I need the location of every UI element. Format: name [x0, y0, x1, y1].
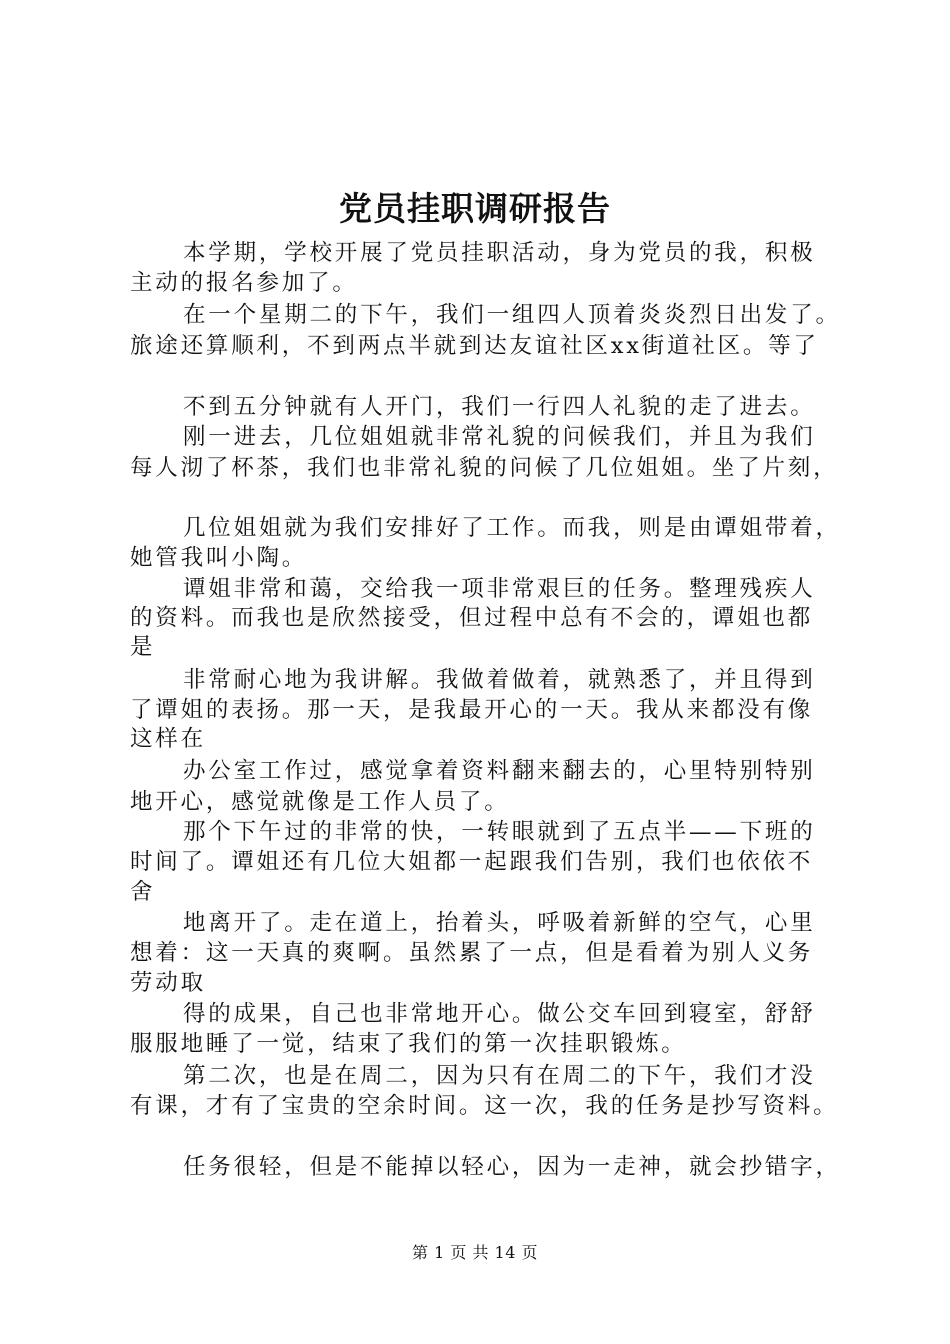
text-line: 每人沏了杯茶，我们也非常礼貌的问候了几位姐姐。坐了片刻， — [130, 455, 839, 481]
text-line: 她管我叫小陶。 — [130, 545, 308, 571]
text-line: 劳动取 — [130, 970, 206, 996]
text-line: 得的成果，自己也非常地开心。做公交车回到寝室，舒舒 — [183, 1001, 816, 1027]
text-line: 几位姐姐就为我们安排好了工作。而我，则是由谭姐带着， — [183, 515, 841, 541]
text-line: 不到五分钟就有人开门，我们一行四人礼貌的走了进去。 — [183, 394, 816, 420]
text-line: 地离开了。走在道上，抬着头，呼吸着新鲜的空气，心里 — [183, 910, 816, 936]
text-line: 服服地睡了一觉，结束了我们的第一次挂职锻炼。 — [130, 1031, 687, 1057]
text-line: 地开心，感觉就像是工作人员了。 — [130, 789, 510, 815]
text-line: 主动的报名参加了。 — [130, 270, 358, 296]
text-line: 的资料。而我也是欣然接受，但过程中总有不会的，谭姐也都 — [130, 605, 814, 631]
text-line: 谭姐非常和蔼，交给我一项非常艰巨的任务。整理残疾人 — [183, 576, 816, 602]
text-line: 有课，才有了宝贵的空余时间。这一次，我的任务是抄写资料。 — [130, 1093, 839, 1119]
text-line: 这样在 — [130, 726, 206, 752]
text-line: 了谭姐的表扬。那一天，是我最开心的一天。我从来都没有像 — [130, 697, 814, 723]
text-line: 本学期，学校开展了党员挂职活动，身为党员的我，积极 — [183, 240, 816, 266]
text-line: 时间了。谭姐还有几位大姐都一起跟我们告别，我们也依依不 — [130, 849, 814, 875]
document-title: 党员挂职调研报告 — [339, 189, 611, 228]
text-line: 刚一进去，几位姐姐就非常礼貌的问候我们，并且为我们 — [183, 424, 816, 450]
text-line: 任务很轻，但是不能掉以轻心，因为一走神，就会抄错字， — [183, 1154, 841, 1180]
page-number: 第 1 页 共 14 页 — [412, 1243, 538, 1262]
text-line: 是 — [130, 634, 156, 660]
text-line: 想着：这一天真的爽啊。虽然累了一点，但是看着为别人义务 — [130, 940, 814, 966]
text-line: 舍 — [130, 879, 156, 905]
text-line: 非常耐心地为我讲解。我做着做着，就熟悉了，并且得到 — [183, 667, 816, 693]
text-line: 办公室工作过，感觉拿着资料翻来翻去的，心里特别特别 — [183, 758, 816, 784]
text-line: 旅途还算顺利，不到两点半就到达友谊社区xx街道社区。等了 — [130, 333, 819, 359]
text-line: 在一个星期二的下午，我们一组四人顶着炎炎烈日出发了。 — [183, 302, 841, 328]
text-line: 第二次，也是在周二，因为只有在周二的下午，我们才没 — [183, 1063, 816, 1089]
text-line: 那个下午过的非常的快，一转眼就到了五点半——下班的 — [183, 819, 816, 845]
